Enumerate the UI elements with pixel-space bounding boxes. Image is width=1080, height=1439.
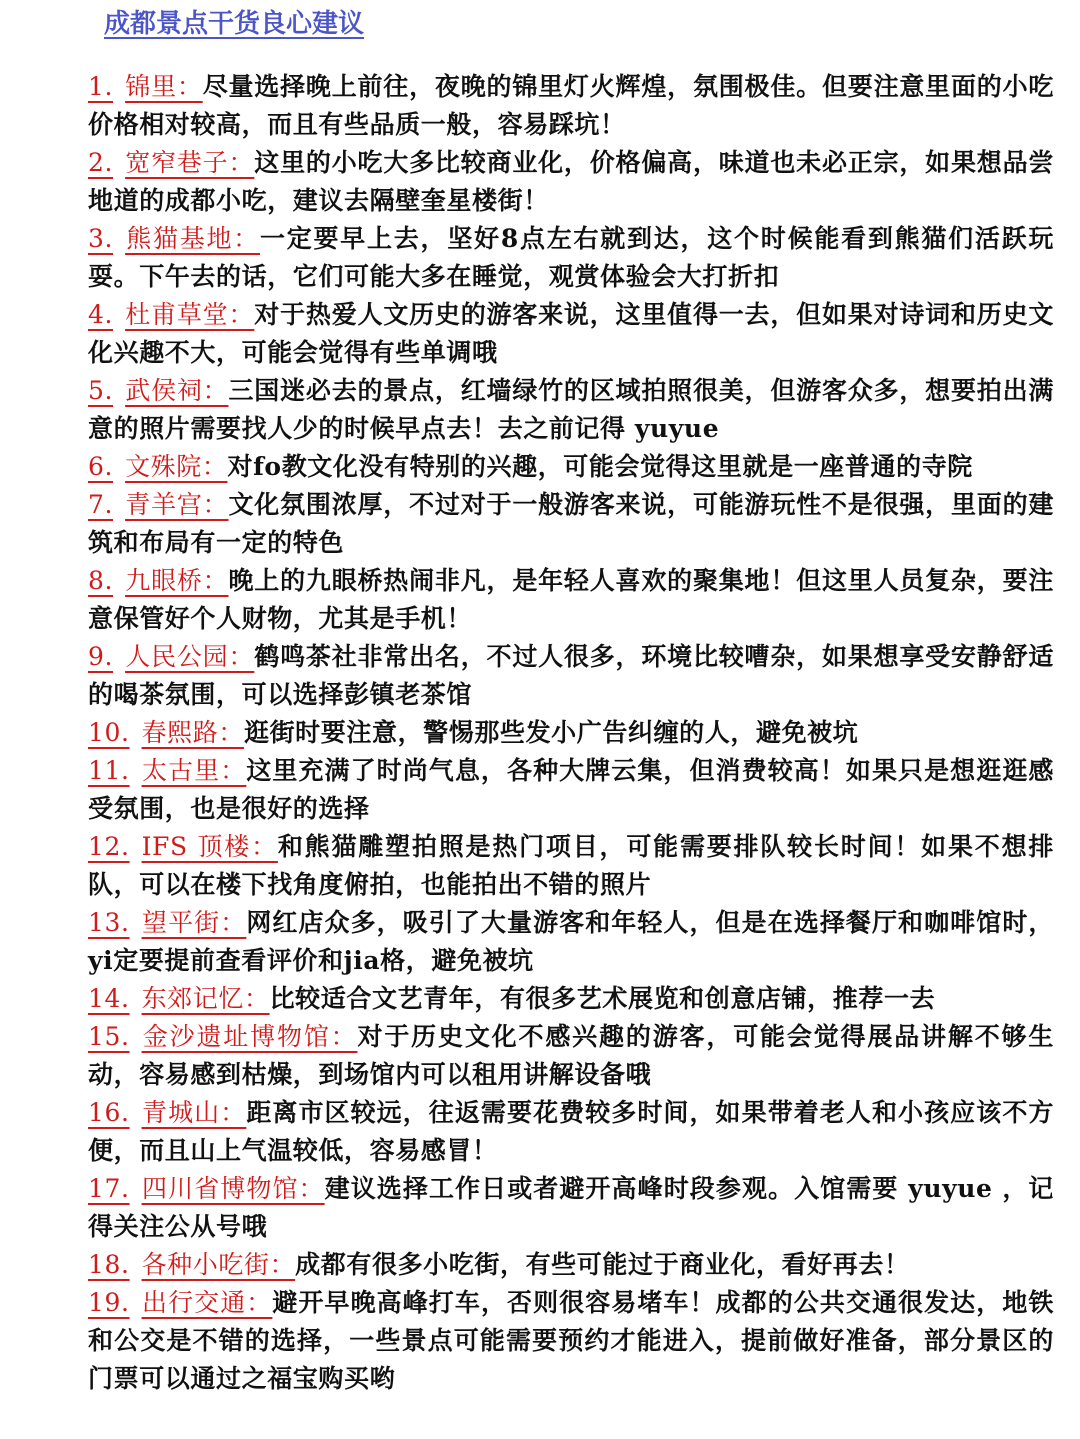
tip-item — [88, 372, 1054, 448]
tip-heading — [88, 642, 254, 671]
tip-item — [88, 562, 1054, 638]
tip-number: 14. — [88, 984, 130, 1013]
tip-place: 四川省博物馆： — [141, 1174, 325, 1203]
tip-place: 锦里： — [125, 72, 203, 101]
tip-text: 一定要早上去，坚好8点左右就到达，这个时候能看到熊猫们活跃玩耍。下午去的话，它们可能大多在睡觉，观赏体验会大打折扣 — [88, 224, 1054, 291]
tip-place: 青城山： — [141, 1098, 247, 1127]
tip-text: 距离市区较远，往返需要花费较多时间，如果带着老人和小孩应该不方便，而且山上气温较低，容易感冒！ — [88, 1098, 1054, 1165]
tip-text: 对fo教文化没有特别的兴趣，可能会觉得这里就是一座普通的寺院 — [227, 452, 973, 481]
tip-place: 太古里： — [141, 756, 247, 785]
tip-item — [88, 68, 1054, 144]
tip-place: 文殊院： — [125, 452, 228, 481]
tip-heading — [88, 984, 270, 1013]
tip-number: 17. — [88, 1174, 130, 1203]
tip-text: 对于历史文化不感兴趣的游客，可能会觉得展品讲解不够生动，容易感到枯燥，到场馆内可以租用讲解设备哦 — [88, 1022, 1054, 1089]
tip-number: 19. — [88, 1288, 130, 1317]
tip-heading — [88, 1098, 246, 1127]
tip-item — [88, 1246, 1054, 1284]
tip-text: 避开早晚高峰打车，否则很容易堵车！成都的公共交通很发达，地铁和公交是不错的选择，一些景点可能需要预约才能进入，提前做好准备，部分景区的门票可以通过之福宝购买哟 — [88, 1288, 1054, 1393]
tip-heading — [88, 490, 228, 519]
tip-item — [88, 1094, 1054, 1170]
tip-number: 1. — [88, 72, 114, 101]
tip-heading — [88, 452, 227, 481]
tip-item — [88, 486, 1054, 562]
tip-place: 人民公园： — [125, 642, 255, 671]
tip-place: 东郊记忆： — [141, 984, 270, 1013]
tip-item — [88, 638, 1054, 714]
tip-heading — [88, 148, 254, 177]
tip-number: 12. — [88, 832, 130, 861]
tip-number: 18. — [88, 1250, 130, 1279]
tip-number: 15. — [88, 1022, 130, 1051]
tip-place: 九眼桥： — [125, 566, 229, 595]
tip-text: 尽量选择晚上前往，夜晚的锦里灯火辉煌，氛围极佳。但要注意里面的小吃价格相对较高，而且有些品质一般，容易踩坑！ — [88, 72, 1054, 139]
tip-heading — [88, 1174, 325, 1203]
tip-item — [88, 144, 1054, 220]
tip-heading — [88, 908, 246, 937]
tip-item — [88, 448, 1054, 486]
tip-number: 3. — [88, 224, 114, 253]
tip-place: 各种小吃街： — [141, 1250, 296, 1279]
tip-place: 望平街： — [141, 908, 247, 937]
tip-number: 11. — [88, 756, 130, 785]
tip-number: 16. — [88, 1098, 130, 1127]
tip-item — [88, 220, 1054, 296]
tip-place: IFS 顶楼： — [141, 832, 278, 861]
tip-place: 宽窄巷子： — [125, 148, 255, 177]
tip-item — [88, 980, 1054, 1018]
tip-heading — [88, 72, 203, 101]
tip-text: 网红店众多，吸引了大量游客和年轻人，但是在选择餐厅和咖啡馆时，yi定要提前查看评价和jia格，避免被坑 — [88, 908, 1054, 975]
tip-item — [88, 904, 1054, 980]
tip-place: 武侯祠： — [125, 376, 229, 405]
tip-place: 青羊宫： — [125, 490, 229, 519]
tip-text: 文化氛围浓厚，不过对于一般游客来说，可能游玩性不是很强，里面的建筑和布局有一定的特色 — [88, 490, 1054, 557]
tip-heading — [88, 224, 260, 253]
tip-heading — [88, 718, 244, 747]
tip-text: 这里充满了时尚气息，各种大牌云集，但消费较高！如果只是想逛逛感受氛围，也是很好的选择 — [88, 756, 1054, 823]
tip-item — [88, 1170, 1054, 1246]
tip-text: 成都有很多小吃街，有些可能过于商业化，看好再去！ — [295, 1250, 910, 1279]
tip-heading — [88, 1022, 358, 1051]
tip-number: 8. — [88, 566, 114, 595]
tip-place: 金沙遗址博物馆： — [141, 1022, 358, 1051]
tip-number: 7. — [88, 490, 114, 519]
tip-number: 9. — [88, 642, 114, 671]
tip-heading — [88, 1288, 272, 1317]
tip-number: 10. — [88, 718, 130, 747]
tip-heading — [88, 756, 246, 785]
tip-number: 2. — [88, 148, 114, 177]
tip-place: 熊猫基地： — [125, 224, 261, 253]
tip-text: 建议选择工作日或者避开高峰时段参观。入馆需要 yuyue ，记得关注公从号哦 — [88, 1174, 1054, 1241]
tip-number: 6. — [88, 452, 114, 481]
tip-heading — [88, 1250, 295, 1279]
tip-text: 这里的小吃大多比较商业化，价格偏高，味道也未必正宗，如果想品尝地道的成都小吃，建议去隔壁奎星楼街！ — [88, 148, 1054, 215]
tip-text: 三国迷必去的景点，红墙绿竹的区域拍照很美，但游客众多，想要拍出满意的照片需要找人少的时候早点去！去之前记得 yuyue — [88, 376, 1054, 443]
tip-heading — [88, 376, 228, 405]
tip-number: 5. — [88, 376, 114, 405]
tip-number: 4. — [88, 300, 114, 329]
tip-heading — [88, 832, 278, 861]
tip-number: 13. — [88, 908, 130, 937]
tips-list — [88, 68, 1054, 1398]
tip-text: 鹤鸣茶社非常出名，不过人很多，环境比较嘈杂，如果想享受安静舒适的喝茶氛围，可以选择彭镇老茶馆 — [88, 642, 1054, 709]
tip-item — [88, 1018, 1054, 1094]
tip-place: 春熙路： — [141, 718, 244, 747]
tip-text: 对于热爱人文历史的游客来说，这里值得一去，但如果对诗词和历史文化兴趣不大，可能会觉得有些单调哦 — [88, 300, 1054, 367]
tip-item — [88, 828, 1054, 904]
tip-place: 出行交通： — [141, 1288, 273, 1317]
tip-item — [88, 714, 1054, 752]
tip-item — [88, 296, 1054, 372]
tip-heading — [88, 566, 228, 595]
page-title: 成都景点干货良心建议 — [104, 9, 365, 39]
tip-item — [88, 1284, 1054, 1398]
tip-text: 逛街时要注意，警惕那些发小广告纠缠的人，避免被坑 — [243, 718, 859, 747]
tip-place: 杜甫草堂： — [125, 300, 255, 329]
tip-text: 比较适合文艺青年，有很多艺术展览和创意店铺，推荐一去 — [269, 984, 936, 1013]
tip-heading — [88, 300, 254, 329]
tip-text: 和熊猫雕塑拍照是热门项目，可能需要排队较长时间！如果不想排队，可以在楼下找角度俯拍，也能拍出不错的照片 — [88, 832, 1054, 899]
tip-item — [88, 752, 1054, 828]
tip-text: 晚上的九眼桥热闹非凡，是年轻人喜欢的聚集地！但这里人员复杂，要注意保管好个人财物，尤其是手机！ — [88, 566, 1054, 633]
